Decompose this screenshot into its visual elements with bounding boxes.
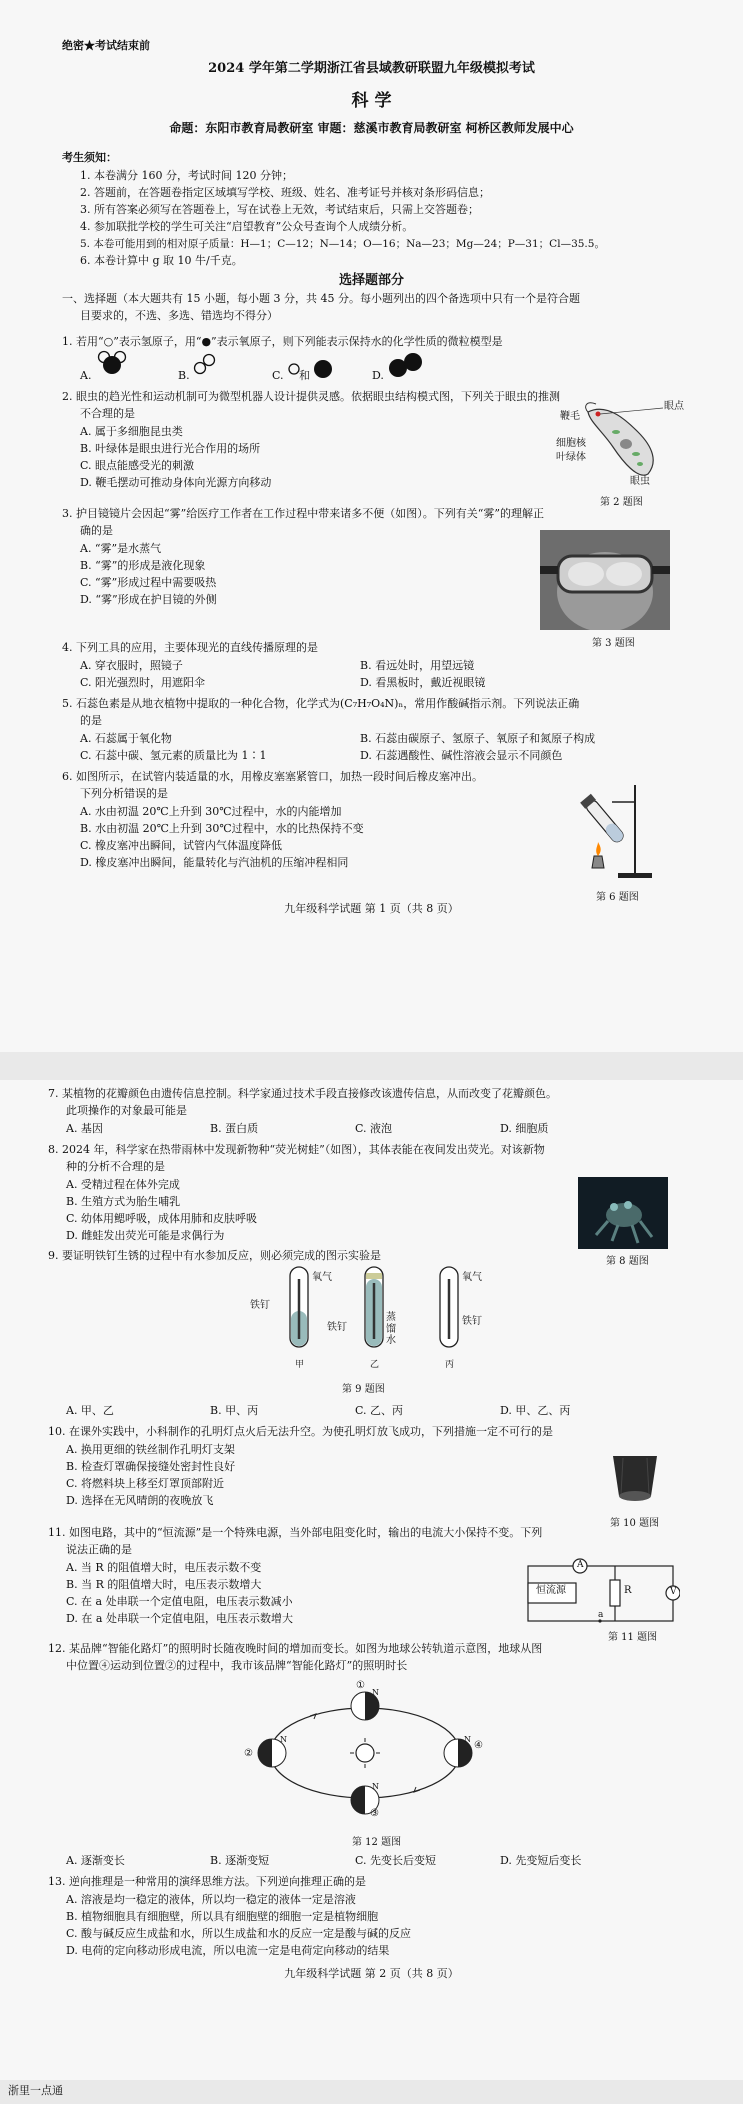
notice-heading: 考生须知：: [62, 151, 117, 164]
watermark-label: 浙里一点通: [8, 2084, 63, 2097]
q2-option-b: B. 叶绿体是眼虫进行光合作用的场所: [80, 442, 261, 455]
q12-figure-caption: 第 12 题图: [352, 1837, 402, 1848]
subject-title: 科 学: [351, 91, 392, 111]
orbit-label: ③: [370, 1808, 379, 1819]
notice-item: 4. 参加联批学校的学生可关注“启望教育”公众号查询个人成绩分析。: [80, 220, 414, 233]
q9-tube-label: 乙: [370, 1360, 380, 1370]
q3-option-c: C. “雾”形成过程中需要吸热: [80, 576, 217, 589]
circuit-label-source: 恒流源: [536, 1585, 566, 1596]
q8-option-a: A. 受精过程在体外完成: [66, 1178, 180, 1191]
q11-option-a: A. 当 R 的阻值增大时，电压表示数不变: [66, 1561, 262, 1574]
q11-option-d: D. 在 a 处串联一个定值电阻，电压表示数增大: [66, 1612, 293, 1625]
q12-option-d: D. 先变短后变长: [500, 1854, 582, 1867]
q9-stem: 9. 要证明铁钉生锈的过程中有水参加反应，则必须完成的图示实验是: [48, 1249, 381, 1262]
q11-option-c: C. 在 a 处串联一个定值电阻，电压表示数减小: [66, 1595, 293, 1608]
q5-option-c: C. 石蕊中碳、氢元素的质量比为 1∶1: [80, 749, 267, 762]
orbit-label: ①: [356, 1680, 365, 1691]
orbit-north-label: N: [372, 1782, 379, 1791]
notice-item: 3. 所有答案必须写在答题卷上，写在试卷上无效，考试结束后，只需上交答题卷；: [80, 203, 479, 216]
q1-option-b: B.: [178, 369, 190, 382]
q6-stem: 6. 如图所示，在试管内装适量的水，用橡皮塞塞紧管口，加热一段时间后橡皮塞冲出。: [62, 770, 483, 783]
sun-icon: [356, 1744, 374, 1762]
circuit-label-a: a: [598, 1610, 604, 1620]
q6-figure-caption: 第 6 题图: [596, 892, 639, 903]
q4-option-a: A. 穿衣服时，照镜子: [80, 659, 183, 672]
q10-option-b: B. 检查灯罩确保接缝处密封性良好: [66, 1460, 236, 1473]
oxygen-atom-icon: [314, 360, 332, 378]
q11-stem: 说法正确的是: [66, 1543, 132, 1556]
q5-option-b: B. 石蕊由碳原子、氢原子、氧原子和氮原子构成: [360, 732, 596, 745]
q8-option-b: B. 生殖方式为胎生哺乳: [66, 1195, 181, 1208]
q13-option-d: D. 电荷的定向移动形成电流，所以电流一定是电荷定向移动的结果: [66, 1944, 390, 1957]
q5-option-d: D. 石蕊遇酸性、碱性溶液会显示不同颜色: [360, 749, 563, 762]
orbit-north-label: N: [464, 1735, 471, 1744]
q3-stem: 3. 护目镜镜片会因起“雾”给医疗工作者在工作过程中带来诸多不便（如图）。下列有关“雾”的理解正: [62, 507, 544, 520]
notice-item: 1. 本卷满分 160 分，考试时间 120 分钟；: [80, 169, 293, 182]
q10-option-d: D. 选择在无风晴朗的夜晚放飞: [66, 1494, 214, 1507]
hydrogen-atom-icon: [195, 363, 206, 374]
orbit-north-label: N: [372, 1688, 379, 1697]
q5-stem: 5. 石蕊色素是从地衣植物中提取的一种化合物，化学式为(C₇H₇O₄N)ₙ，常用作酸碱指示剂。下列说法正确: [62, 697, 580, 710]
euglena-label-name: 眼虫: [630, 476, 650, 487]
q1-model-a: [95, 348, 129, 378]
nail-rust-experiment: [270, 1265, 480, 1357]
q12-option-b: B. 逐渐变短: [210, 1854, 270, 1867]
q1-option-c: C.: [272, 369, 284, 382]
q10-option-a: A. 换用更细的铁丝制作孔明灯支架: [66, 1443, 235, 1456]
q12-stem: 中位置④运动到位置②的过程中，我市该品牌“智能化路灯”的照明时长: [66, 1659, 408, 1672]
notice-item: 6. 本卷计算中 g 取 10 牛/千克。: [80, 254, 243, 267]
q1-model-d: [386, 350, 426, 380]
q7-option-a: A. 基因: [66, 1122, 103, 1135]
q8-stem: 8. 2024 年，科学家在热带雨林中发现新物种“荧光树蛙”（如图），其体表能在夜间发出荧光。对该新物: [48, 1143, 545, 1156]
sky-lantern-photo: [605, 1448, 665, 1508]
orbit-north-label: N: [280, 1735, 287, 1744]
q7-option-b: B. 蛋白质: [210, 1122, 259, 1135]
q9-option-c: C. 乙、丙: [355, 1404, 404, 1417]
test-tube-jia: [290, 1267, 308, 1347]
q4-stem: 4. 下列工具的应用，主要体现光的直线传播原理的是: [62, 641, 318, 654]
eyespot-icon: [596, 412, 601, 417]
secret-label: 绝密★考试结束前: [62, 39, 150, 52]
q3-option-d: D. “雾”形成在护目镜的外侧: [80, 593, 217, 606]
q3-figure-caption: 第 3 题图: [592, 638, 635, 649]
frog-photo: [578, 1177, 668, 1249]
page-2-footer: 九年级科学试题 第 2 页（共 8 页）: [284, 1967, 459, 1980]
section-intro: 目要求的，不选、多选、错选均不得分）: [80, 309, 278, 322]
q9-option-a: A. 甲、乙: [66, 1404, 114, 1417]
page-2: [0, 1080, 743, 2080]
q6-stem: 下列分析错误的是: [80, 787, 168, 800]
q3-stem: 确的是: [80, 524, 113, 537]
q8-figure-caption: 第 8 题图: [606, 1256, 649, 1267]
flame-icon: [596, 842, 601, 856]
test-tube-bing: [440, 1267, 458, 1347]
resistor-icon: [610, 1580, 620, 1606]
q7-stem: 此项操作的对象最可能是: [66, 1104, 187, 1117]
q9-figure-caption: 第 9 题图: [342, 1384, 385, 1395]
euglena-diagram: [578, 402, 678, 482]
nucleus-icon: [620, 439, 632, 449]
q1-stem: 1. 若用“○”表示氢原子，用“●”表示氧原子，则下列能表示保持水的化学性质的微粒模型是: [62, 335, 503, 348]
q1-model-b: [193, 353, 217, 377]
orbit-label: ②: [244, 1748, 253, 1759]
euglena-label-chloroplast: 叶绿体: [556, 452, 586, 463]
q12-option-c: C. 先变长后变短: [355, 1854, 437, 1867]
q11-option-b: B. 当 R 的阻值增大时，电压表示数增大: [66, 1578, 262, 1591]
q10-option-c: C. 将燃料块上移至灯罩顶部附近: [66, 1477, 225, 1490]
q7-option-c: C. 液泡: [355, 1122, 393, 1135]
q2-option-c: C. 眼点能感受光的刺激: [80, 459, 195, 472]
q8-option-c: C. 幼体用鳃呼吸，成体用肺和皮肤呼吸: [66, 1212, 258, 1225]
oxygen-atom-icon: [103, 356, 121, 374]
q8-stem: 种的分析不合理的是: [66, 1160, 165, 1173]
q11-stem: 11. 如图电路，其中的“恒流源”是一个特殊电源，当外部电阻变化时，输出的电流大小保持不变。下列: [48, 1526, 543, 1539]
orbit-label: ④: [474, 1740, 483, 1751]
q13-option-c: C. 酸与碱反应生成盐和水，所以生成盐和水的反应一定是酸与碱的反应: [66, 1927, 412, 1940]
q9-label: 铁钉: [250, 1300, 270, 1311]
q5-option-a: A. 石蕊属于氧化物: [80, 732, 172, 745]
q12-option-a: A. 逐渐变长: [66, 1854, 125, 1867]
q4-option-b: B. 看远处时，用望远镜: [360, 659, 475, 672]
q2-figure-caption: 第 2 题图: [600, 497, 643, 508]
q13-stem: 13. 逆向推理是一种常用的演绎思维方法。下列逆向推理正确的是: [48, 1875, 366, 1888]
q6-option-a: A. 水由初温 20℃上升到 30℃过程中，水的内能增加: [80, 805, 342, 818]
q3-option-b: B. “雾”的形成是液化现象: [80, 559, 206, 572]
test-tube-heating-diagram: [580, 780, 655, 885]
section-heading: 选择题部分: [338, 273, 404, 288]
oxygen-atom-icon: [404, 353, 422, 371]
alcohol-lamp-icon: [592, 856, 604, 868]
q13-option-b: B. 植物细胞具有细胞壁，所以具有细胞壁的细胞一定是植物细胞: [66, 1910, 379, 1923]
hydrogen-atom-icon: [204, 355, 215, 366]
q10-stem: 10. 在课外实践中，小科制作的孔明灯点火后无法升空。为使孔明灯放飞成功，下列措施一定不可行的是: [48, 1425, 553, 1438]
notice-item: 2. 答题前，在答题卷指定区域填写学校、班级、姓名、准考证号并核对条形码信息；: [80, 186, 490, 199]
q10-figure-caption: 第 10 题图: [610, 1518, 660, 1529]
q1-model-c-oxygen: [312, 358, 334, 380]
exam-title: 2024 学年第二学期浙江省县域教研联盟九年级模拟考试: [208, 61, 535, 76]
circuit-label-ammeter: A: [577, 1560, 584, 1570]
q7-option-d: D. 细胞质: [500, 1122, 549, 1135]
q4-option-c: C. 阳光强烈时，用遮阳伞: [80, 676, 206, 689]
q9-label: 铁钉: [462, 1316, 482, 1327]
q9-label: 氧气: [312, 1272, 332, 1283]
q2-stem: 不合理的是: [80, 407, 135, 420]
q13-option-a: A. 溶液是均一稳定的液体，所以均一稳定的液体一定是溶液: [66, 1893, 356, 1906]
goggles-photo: [540, 530, 670, 630]
q6-option-b: B. 水由初温 20℃上升到 30℃过程中，水的比热保持不变: [80, 822, 364, 835]
q6-option-c: C. 橡皮塞冲出瞬间，试管内气体温度降低: [80, 839, 283, 852]
q6-option-d: D. 橡皮塞冲出瞬间，能量转化与汽油机的压缩冲程相同: [80, 856, 349, 869]
q9-tube-label: 丙: [445, 1360, 455, 1370]
q1-option-d: D.: [372, 369, 384, 382]
notice-item: 5. 本卷可能用到的相对原子质量：H—1；C—12；N—14；O—16；Na—23；Mg—24；P—31；Cl—35.5。: [80, 238, 605, 250]
q8-option-d: D. 雌蛙发出荧光可能是求偶行为: [66, 1229, 225, 1242]
q1-option-a: A.: [80, 369, 92, 382]
circuit-label-resistor: R: [624, 1585, 632, 1596]
q9-label: 铁钉: [327, 1322, 347, 1333]
q9-label: 蒸馏水: [386, 1312, 396, 1346]
q5-stem: 的是: [80, 714, 102, 727]
euglena-label-flagellum: 鞭毛: [560, 411, 580, 422]
q9-label: 氧气: [462, 1272, 482, 1283]
earth-orbit-diagram: [250, 1678, 480, 1828]
q3-option-a: A. “雾”是水蒸气: [80, 542, 162, 555]
circuit-label-voltmeter: V: [670, 1587, 677, 1597]
hydrogen-atom-icon: [289, 364, 299, 374]
q11-figure-caption: 第 11 题图: [608, 1632, 658, 1643]
q1-option-c-and: 和: [299, 369, 310, 382]
q2-stem: 2. 眼虫的趋光性和运动机制可为微型机器人设计提供灵感。依据眼虫结构模式图，下列关于眼虫的推测: [62, 390, 560, 403]
q2-option-a: A. 属于多细胞昆虫类: [80, 425, 183, 438]
q9-option-b: B. 甲、丙: [210, 1404, 259, 1417]
authors-line: 命题：东阳市教育局教研室 审题：慈溪市教育局教研室 柯桥区教师发展中心: [169, 121, 574, 135]
q9-option-d: D. 甲、乙、丙: [500, 1404, 571, 1417]
q7-stem: 7. 某植物的花瓣颜色由遗传信息控制。科学家通过技术手段直接修改该遗传信息，从而改变了花瓣颜色。: [48, 1087, 557, 1100]
q9-tube-label: 甲: [295, 1360, 305, 1370]
page-1-footer: 九年级科学试题 第 1 页（共 8 页）: [284, 902, 459, 915]
q4-option-d: D. 看黑板时，戴近视眼镜: [360, 676, 486, 689]
q2-option-d: D. 鞭毛摆动可推动身体向光源方向移动: [80, 476, 272, 489]
euglena-label-nucleus: 细胞核: [556, 438, 586, 449]
section-intro: 一、选择题（本大题共有 15 小题，每小题 3 分，共 45 分。每小题列出的四个备选项中只有一个是符合题: [62, 292, 580, 305]
test-tube-yi: [365, 1267, 383, 1347]
q12-stem: 12. 某品牌“智能化路灯”的照明时长随夜晚时间的增加而变长。如图为地球公转轨道示意图，地球从图: [48, 1642, 543, 1655]
euglena-label-eyespot: 眼点: [664, 401, 684, 412]
